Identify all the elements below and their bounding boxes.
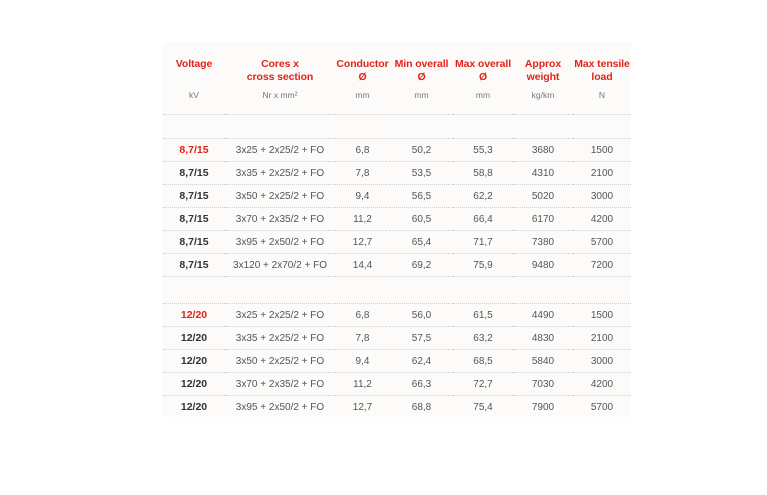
table-cell: 11,2: [335, 373, 390, 396]
header-tensile: Max tensile load: [574, 58, 630, 83]
table-row: [163, 350, 631, 373]
table-row: [163, 327, 631, 350]
spacer-cell: [513, 277, 573, 304]
table-cell: 4200: [573, 373, 631, 396]
table-cell: 3x70 + 2x35/2 + FO: [225, 373, 335, 396]
spacer-cell: [390, 277, 453, 304]
voltage-cell: 12/20: [180, 401, 208, 413]
unit-cell: mm: [453, 86, 513, 115]
header-max-overall: Max overall Ø: [454, 58, 512, 83]
spacer-cell: [513, 115, 573, 139]
group-spacer: [163, 115, 631, 139]
table-cell: 58,8: [453, 162, 513, 185]
header-weight: Approx weight: [524, 58, 562, 83]
table-cell: 7380: [513, 231, 573, 254]
spacer-cell: [225, 277, 335, 304]
table-cell: 55,3: [453, 139, 513, 162]
table-row: [163, 162, 631, 185]
voltage-cell: 8,7/15: [163, 254, 225, 277]
table-cell: 9,4: [335, 185, 390, 208]
voltage-cell: 12/20: [163, 350, 225, 373]
table-cell: 6170: [513, 208, 573, 231]
voltage-cell: 8,7/15: [163, 185, 225, 208]
table-cell: 7,8: [335, 162, 390, 185]
voltage-cell: 8,7/15: [163, 139, 225, 162]
spacer-cell: [163, 115, 225, 139]
table-cell: 68,5: [453, 350, 513, 373]
voltage-cell: 8,7/15: [163, 162, 225, 185]
table-cell: 3x35 + 2x25/2 + FO: [225, 162, 335, 185]
table-cell: 11,2: [335, 208, 390, 231]
spacer-cell: [335, 115, 390, 139]
voltage-cell: 8,7/15: [163, 231, 225, 254]
table-cell: 3x25 + 2x25/2 + FO: [225, 304, 335, 327]
table-cell: 9,4: [335, 350, 390, 373]
table-cell: 4200: [573, 208, 631, 231]
table-cell: 3x50 + 2x25/2 + FO: [225, 350, 335, 373]
header-row: [163, 58, 631, 86]
table-cell: 72,7: [453, 373, 513, 396]
voltage-cell: 8,7/15: [163, 208, 225, 231]
table-cell: 75,9: [453, 254, 513, 277]
table-cell: 66,3: [390, 373, 453, 396]
voltage-cell: 12/20: [163, 327, 225, 350]
table-cell: 71,7: [453, 231, 513, 254]
spacer-cell: [390, 115, 453, 139]
table-cell: 65,4: [390, 231, 453, 254]
table-cell: 7,8: [335, 327, 390, 350]
table-cell: 5020: [513, 185, 573, 208]
table-cell: 5840: [513, 350, 573, 373]
table-cell: 63,2: [453, 327, 513, 350]
table-cell: 57,5: [390, 327, 453, 350]
table-cell: 3000: [573, 185, 631, 208]
table-cell: 3x120 + 2x70/2 + FO: [225, 254, 335, 277]
table-cell: 68,8: [411, 401, 432, 413]
table-row: [163, 139, 631, 162]
table-row: [163, 373, 631, 396]
spacer-cell: [163, 277, 225, 304]
table-cell: 6,8: [335, 304, 390, 327]
table-cell: 56,0: [390, 304, 453, 327]
table-cell: 69,2: [390, 254, 453, 277]
unit-cell: N: [573, 86, 631, 115]
table-cell: 3x70 + 2x35/2 + FO: [225, 208, 335, 231]
table-cell: 3680: [513, 139, 573, 162]
table-cell: 3000: [573, 350, 631, 373]
table-row: [163, 185, 631, 208]
table-row: [163, 254, 631, 277]
table-cell: 4310: [513, 162, 573, 185]
unit-cell: mm: [335, 86, 390, 115]
header-min-overall: Min overall Ø: [394, 58, 449, 83]
spacer-cell: [573, 277, 631, 304]
table-cell: 3x95 + 2x50/2 + FO: [225, 231, 335, 254]
table-cell: 53,5: [390, 162, 453, 185]
units-row: [163, 86, 631, 115]
group-spacer: [163, 277, 631, 304]
cable-spec-table: [163, 58, 631, 418]
unit-cell: kg/km: [513, 86, 573, 115]
spacer-cell: [453, 115, 513, 139]
spacer-cell: [335, 277, 390, 304]
spacer-cell: [225, 115, 335, 139]
table-cell: 2100: [573, 162, 631, 185]
table-cell: 75,4: [473, 401, 493, 413]
table-cell: 4490: [513, 304, 573, 327]
table-cell: 3x50 + 2x25/2 + FO: [225, 185, 335, 208]
table-row: [163, 231, 631, 254]
unit-cell: kV: [163, 86, 225, 115]
table-body: [163, 115, 631, 419]
spacer-cell: [573, 115, 631, 139]
header-conductor: Conductor Ø: [336, 58, 389, 83]
table-cell: 4830: [513, 327, 573, 350]
table-cell: 3x95 + 2x50/2 + FO: [235, 401, 325, 413]
unit-cell: mm: [390, 86, 453, 115]
unit-cell: Nr x mm²: [225, 86, 335, 115]
table-cell: 66,4: [453, 208, 513, 231]
table-cell: 6,8: [335, 139, 390, 162]
table-cell: 9480: [513, 254, 573, 277]
table-cell: 7030: [513, 373, 573, 396]
table-cell: 1500: [573, 304, 631, 327]
table-cell: 7200: [573, 254, 631, 277]
voltage-cell: 12/20: [163, 373, 225, 396]
table-cell: 3x35 + 2x25/2 + FO: [225, 327, 335, 350]
spacer-cell: [453, 277, 513, 304]
table-cell: 7900: [531, 401, 555, 413]
table-row: [163, 304, 631, 327]
table-cell: 12,7: [352, 401, 373, 413]
table-cell: 62,4: [390, 350, 453, 373]
table-cell: 1500: [573, 139, 631, 162]
table-cell: 61,5: [453, 304, 513, 327]
header-cores: Cores x cross section: [246, 58, 314, 83]
table-cell: 5700: [590, 401, 614, 413]
voltage-cell: 12/20: [163, 304, 225, 327]
table-cell: 56,5: [390, 185, 453, 208]
table-row: [163, 208, 631, 231]
table-cell: 60,5: [390, 208, 453, 231]
table-cell: 50,2: [390, 139, 453, 162]
table-cell: 62,2: [453, 185, 513, 208]
table-cell: 5700: [573, 231, 631, 254]
table-cell: 2100: [573, 327, 631, 350]
header-voltage: Voltage: [175, 58, 213, 70]
table-row: [163, 396, 631, 419]
table-cell: 3x25 + 2x25/2 + FO: [225, 139, 335, 162]
table-cell: 12,7: [335, 231, 390, 254]
table-cell: 14,4: [335, 254, 390, 277]
